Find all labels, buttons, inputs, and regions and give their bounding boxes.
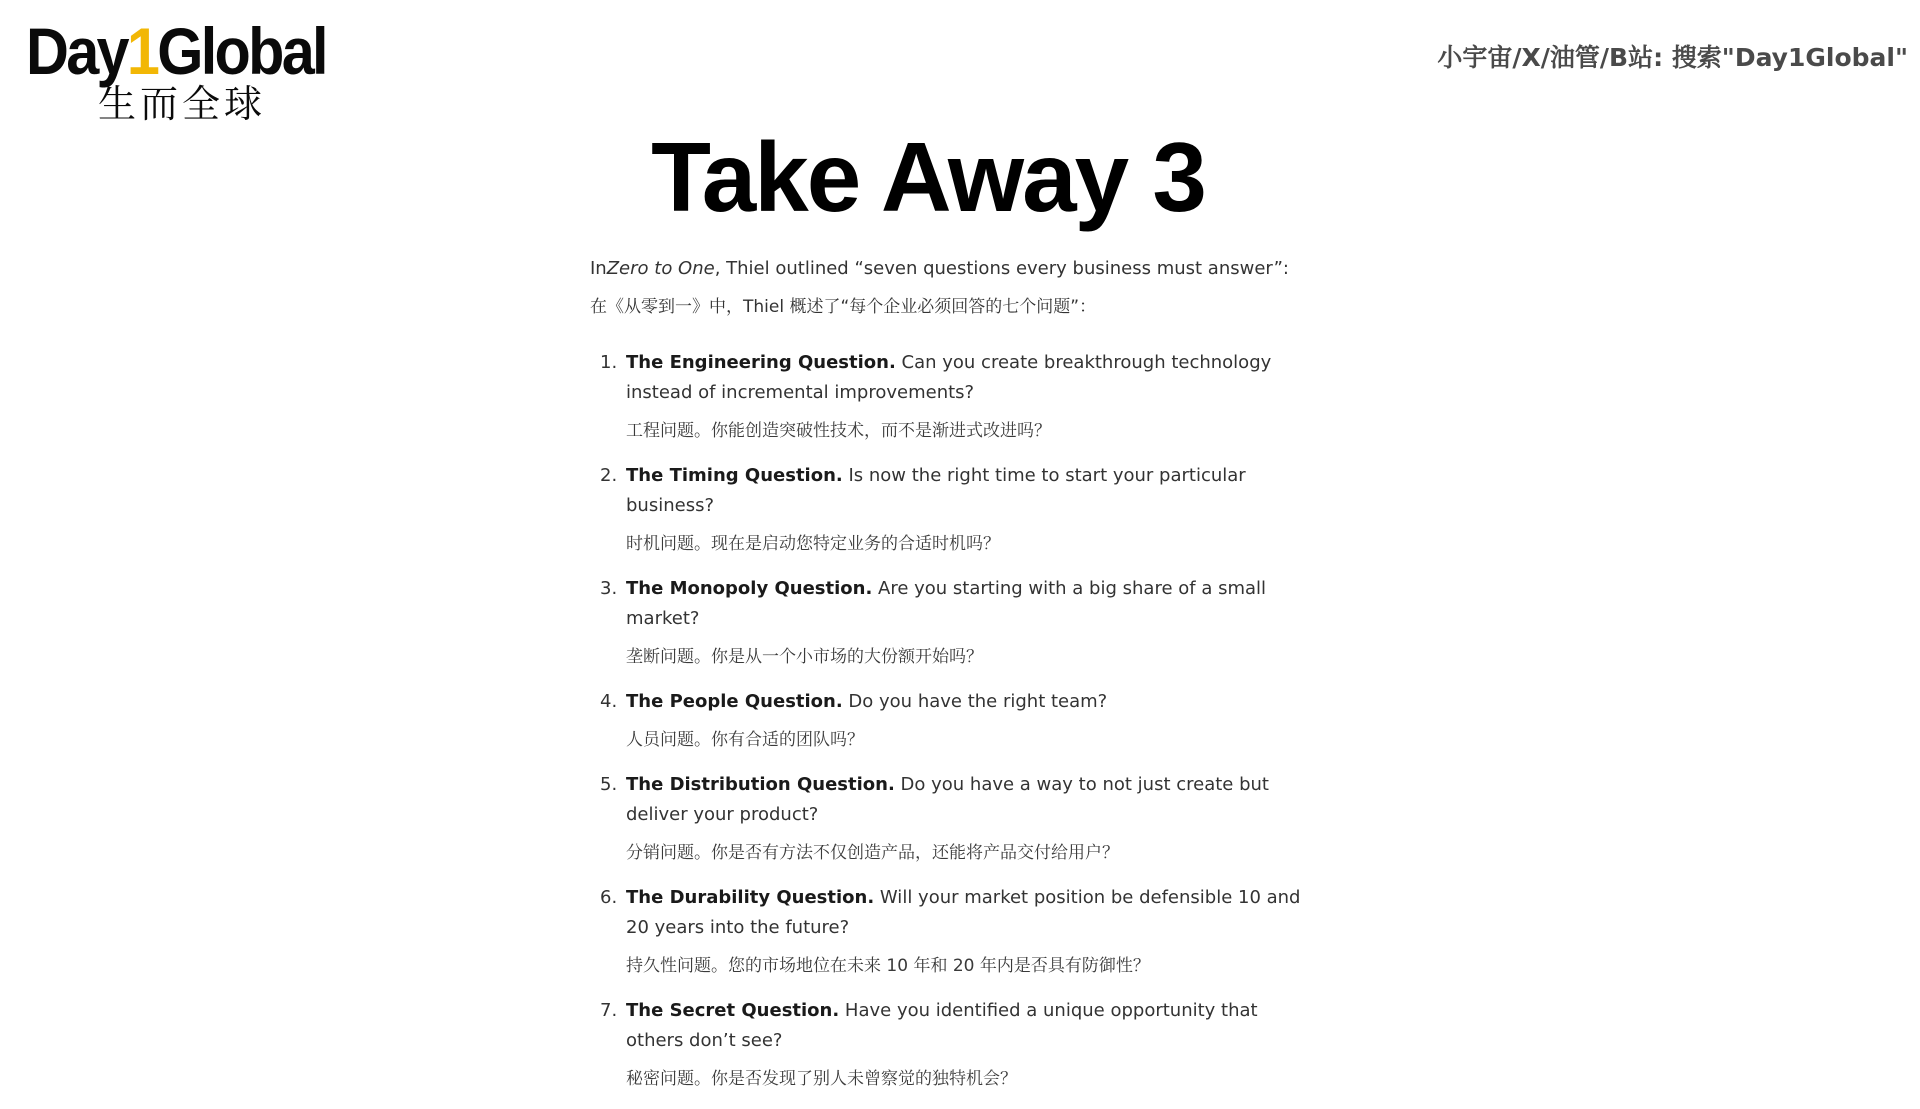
- question-text: Do you have the right team?: [842, 691, 1108, 712]
- question-title: The Durability Question.: [626, 887, 875, 908]
- intro-chinese: 在《从零到一》中，Thiel 概述了“每个企业必须回答的七个问题”：: [590, 297, 1097, 317]
- brand-logo: [26, 14, 346, 126]
- question-chinese: 时机问题。现在是启动您特定业务的合适时机吗？: [626, 534, 1000, 554]
- question-number: 5.: [600, 774, 618, 795]
- question-item: [590, 461, 1310, 559]
- question-english: [626, 574, 1310, 634]
- question-text: Is now the right time to start your particular business?: [626, 465, 1246, 516]
- question-title: The People Question.: [626, 691, 843, 712]
- question-chinese: 持久性问题。您的市场地位在未来 10 年和 20 年内是否具有防御性？: [626, 956, 1150, 976]
- brand-tagline: 生而全球: [98, 82, 267, 126]
- question-chinese: 工程问题。你能创造突破性技术，而不是渐进式改进吗？: [626, 421, 1051, 441]
- question-text: Can you create breakthrough technology instead of incremental improvements?: [626, 352, 1272, 403]
- question-text: Are you starting with a big share of a small market?: [626, 578, 1267, 629]
- question-item: [590, 996, 1310, 1094]
- question-chinese: 分销问题。你是否有方法不仅创造产品，还能将产品交付给用户？: [626, 843, 1119, 863]
- question-item: [590, 770, 1310, 868]
- book-title: Zero to One: [606, 258, 715, 279]
- intro-prefix: In: [590, 258, 607, 279]
- question-text: Will your market position be defensible 10 and 20 years into the future?: [626, 887, 1301, 938]
- social-search-text: 小宇宙/X/油管/B站: 搜索"Day1Global": [1437, 43, 1908, 72]
- question-title: The Timing Question.: [626, 465, 843, 486]
- brand-suffix: Global: [157, 14, 326, 88]
- question-title: The Monopoly Question.: [626, 578, 873, 599]
- question-chinese: 人员问题。你有合适的团队吗？: [626, 730, 864, 750]
- question-text: Do you have a way to not just create but deliver your product?: [626, 774, 1269, 825]
- question-item: [590, 574, 1310, 672]
- question-item: [590, 883, 1310, 981]
- intro-suffix: , Thiel outlined “seven questions every business must answer”:: [714, 258, 1289, 279]
- question-number: 4.: [600, 691, 618, 712]
- question-number: 7.: [600, 1000, 618, 1021]
- question-item: [590, 348, 1310, 446]
- intro-english: [590, 254, 1310, 284]
- question-english: [626, 996, 1310, 1056]
- document-excerpt: [590, 254, 1310, 1109]
- question-number: 2.: [600, 465, 618, 486]
- question-english: [626, 687, 1310, 717]
- question-item: [590, 687, 1310, 755]
- question-number: 3.: [600, 578, 618, 599]
- question-title: The Engineering Question.: [626, 352, 896, 373]
- question-english: [626, 461, 1310, 521]
- question-number: 1.: [600, 352, 618, 373]
- slide-title: Take Away 3: [651, 122, 1205, 232]
- question-english: [626, 770, 1310, 830]
- question-title: The Secret Question.: [626, 1000, 840, 1021]
- question-chinese: 秘密问题。你是否发现了别人未曾察觉的独特机会？: [626, 1069, 1017, 1089]
- question-list: [590, 348, 1310, 1094]
- question-number: 6.: [600, 887, 618, 908]
- question-english: [626, 883, 1310, 943]
- question-title: The Distribution Question.: [626, 774, 895, 795]
- question-text: Have you identified a unique opportunity that others don’t see?: [626, 1000, 1258, 1051]
- question-chinese: 垄断问题。你是从一个小市场的大份额开始吗？: [626, 647, 983, 667]
- question-english: [626, 348, 1310, 408]
- brand-accent-digit: 1: [126, 14, 158, 88]
- brand-wordmark: [26, 14, 326, 88]
- brand-prefix: Day: [26, 14, 127, 88]
